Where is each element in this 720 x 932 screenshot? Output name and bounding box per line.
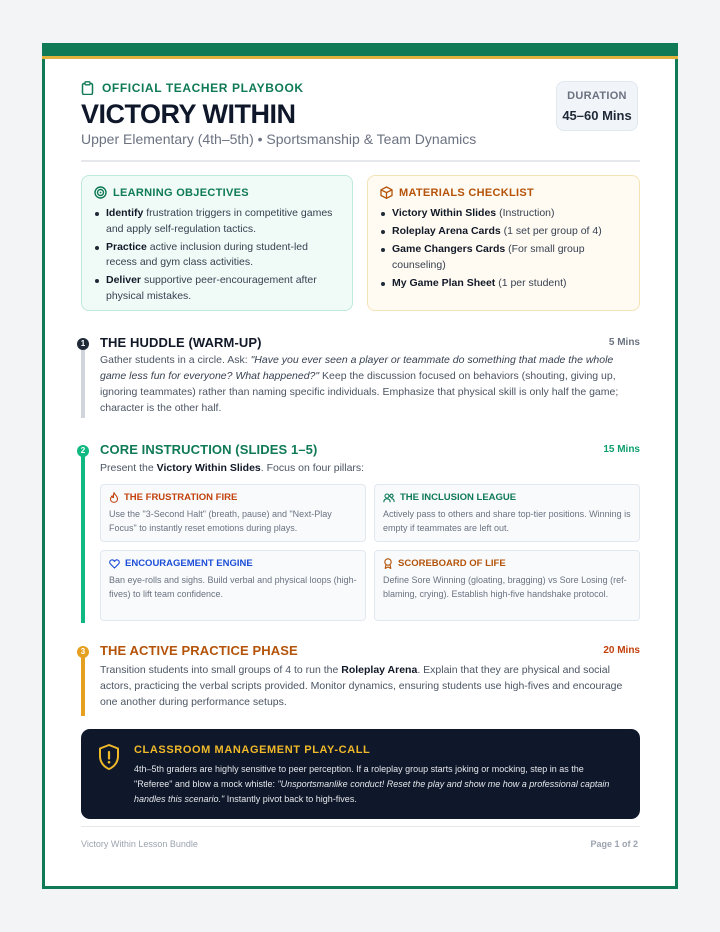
- section-huddle: [80, 335, 640, 418]
- classroom-management-callout: [81, 729, 640, 819]
- duration-label: DURATION: [567, 90, 627, 102]
- shield-alert-icon: [97, 743, 121, 771]
- materials-heading: [380, 186, 627, 199]
- pillar-title: ENCOURAGEMENT ENGINE: [125, 558, 253, 569]
- pillar-card: [100, 484, 366, 542]
- page-subtitle: Upper Elementary (4th–5th) • Sportsmanship & Team Dynamics: [81, 131, 477, 147]
- page-title: VICTORY WITHIN: [81, 99, 296, 129]
- step-number-badge: 2: [77, 445, 89, 457]
- section-time: 5 Mins: [608, 337, 640, 348]
- objective-item: Practice active inclusion during student-led recess and gym class activities.: [94, 240, 340, 271]
- section-text: Present the Victory Within Slides. Focus on four pillars:: [100, 462, 365, 474]
- pillar-card: [374, 484, 640, 542]
- top-color-bar: [42, 43, 678, 56]
- materials-list: [380, 206, 627, 291]
- section-title: THE ACTIVE PRACTICE PHASE: [100, 643, 298, 658]
- materials-checklist-box: [367, 175, 640, 311]
- pillar-text: Actively pass to others and share top-tier positions. Winning is empty if teammates are left out.: [383, 509, 631, 533]
- target-icon: [94, 186, 107, 199]
- callout-title: CLASSROOM MANAGEMENT PLAY-CALL: [134, 744, 371, 756]
- callout-text: 4th–5th graders are highly sensitive to peer perception. If a roleplay group starts joking or mocking, step in as the "Referee" and blow a mock whistle: "Unsportsmanlike conduct! Reset the play and show me how a professional captain handles this scenario." Instantly pivot back to high-fives.: [134, 764, 610, 804]
- clipboard-icon: [81, 81, 94, 95]
- material-item: Game Changers Cards (For small group counseling): [380, 242, 627, 273]
- pillar-title: SCOREBOARD OF LIFE: [398, 558, 506, 569]
- objective-item: Deliver supportive peer-encouragement after physical mistakes.: [94, 273, 340, 304]
- header-divider: [81, 160, 640, 162]
- section-title: THE HUDDLE (WARM-UP): [100, 335, 262, 350]
- pillar-title: THE INCLUSION LEAGUE: [400, 492, 517, 503]
- objectives-title: LEARNING OBJECTIVES: [113, 186, 249, 199]
- pillar-card: [100, 550, 366, 621]
- duration-badge: [556, 81, 638, 131]
- section-time: 15 Mins: [603, 444, 640, 455]
- footer-page-number: Page 1 of 2: [590, 839, 638, 849]
- objective-item: Identify frustration triggers in competitive games and apply self-regulation tactics.: [94, 206, 340, 237]
- material-item: Victory Within Slides (Instruction): [380, 206, 627, 222]
- step-number-badge: 1: [77, 338, 89, 350]
- eyebrow-text: OFFICIAL TEACHER PLAYBOOK: [102, 81, 304, 95]
- pillar-title: THE FRUSTRATION FIRE: [124, 492, 238, 503]
- section-text: Transition students into small groups of 4 to run the Roleplay Arena. Explain that they are physical and social actors, practicing the verbal scripts provided. Monitor dynamics, ensuring students use high-fives and encourage one another during performance setups.: [100, 664, 623, 708]
- playbook-eyebrow: [81, 81, 304, 95]
- award-icon: [383, 558, 393, 569]
- objectives-heading: [94, 186, 340, 199]
- top-gold-stripe: [42, 56, 678, 59]
- flame-icon: [109, 492, 119, 503]
- material-item: Roleplay Arena Cards (1 set per group of 4): [380, 224, 627, 240]
- package-icon: [380, 186, 393, 199]
- pillar-text: Ban eye-rolls and sighs. Build verbal and physical loops (high-fives) to lift team confidence.: [109, 575, 357, 599]
- pillar-text: Use the "3-Second Halt" (breath, pause) and "Next-Play Focus" to instantly reset emotions during plays.: [109, 509, 332, 533]
- footer-divider: [81, 826, 640, 827]
- section-time: 20 Mins: [603, 645, 640, 656]
- pillar-card: [374, 550, 640, 621]
- section-rail: [81, 344, 85, 418]
- objectives-list: [94, 206, 340, 304]
- materials-title: MATERIALS CHECKLIST: [399, 186, 535, 199]
- material-item: My Game Plan Sheet (1 per student): [380, 276, 627, 292]
- section-text: Gather students in a circle. Ask: "Have you ever seen a player or teammate do something that made the whole game less fun for everyone? What happened?" Keep the discussion focused on behaviors (shouting, giving up, ignoring teammates) rather than naming specific individuals. Emphasize that physical skill is only half the game; character is the other half.: [100, 354, 619, 414]
- section-rail: [81, 652, 85, 716]
- section-title: CORE INSTRUCTION (SLIDES 1–5): [100, 442, 318, 457]
- learning-objectives-box: [81, 175, 353, 311]
- heart-icon: [109, 559, 120, 569]
- section-active-practice: [80, 643, 640, 714]
- pillar-text: Define Sore Winning (gloating, bragging) vs Sore Losing (ref-blaming, crying). Establish high-five handshake protocol.: [383, 575, 627, 599]
- lesson-page: [42, 43, 678, 889]
- section-core-instruction: [80, 442, 640, 621]
- section-rail: [81, 451, 85, 623]
- step-number-badge: 3: [77, 646, 89, 658]
- duration-value: 45–60 Mins: [562, 108, 632, 123]
- footer-bundle-name: Victory Within Lesson Bundle: [81, 839, 198, 849]
- users-icon: [383, 493, 395, 503]
